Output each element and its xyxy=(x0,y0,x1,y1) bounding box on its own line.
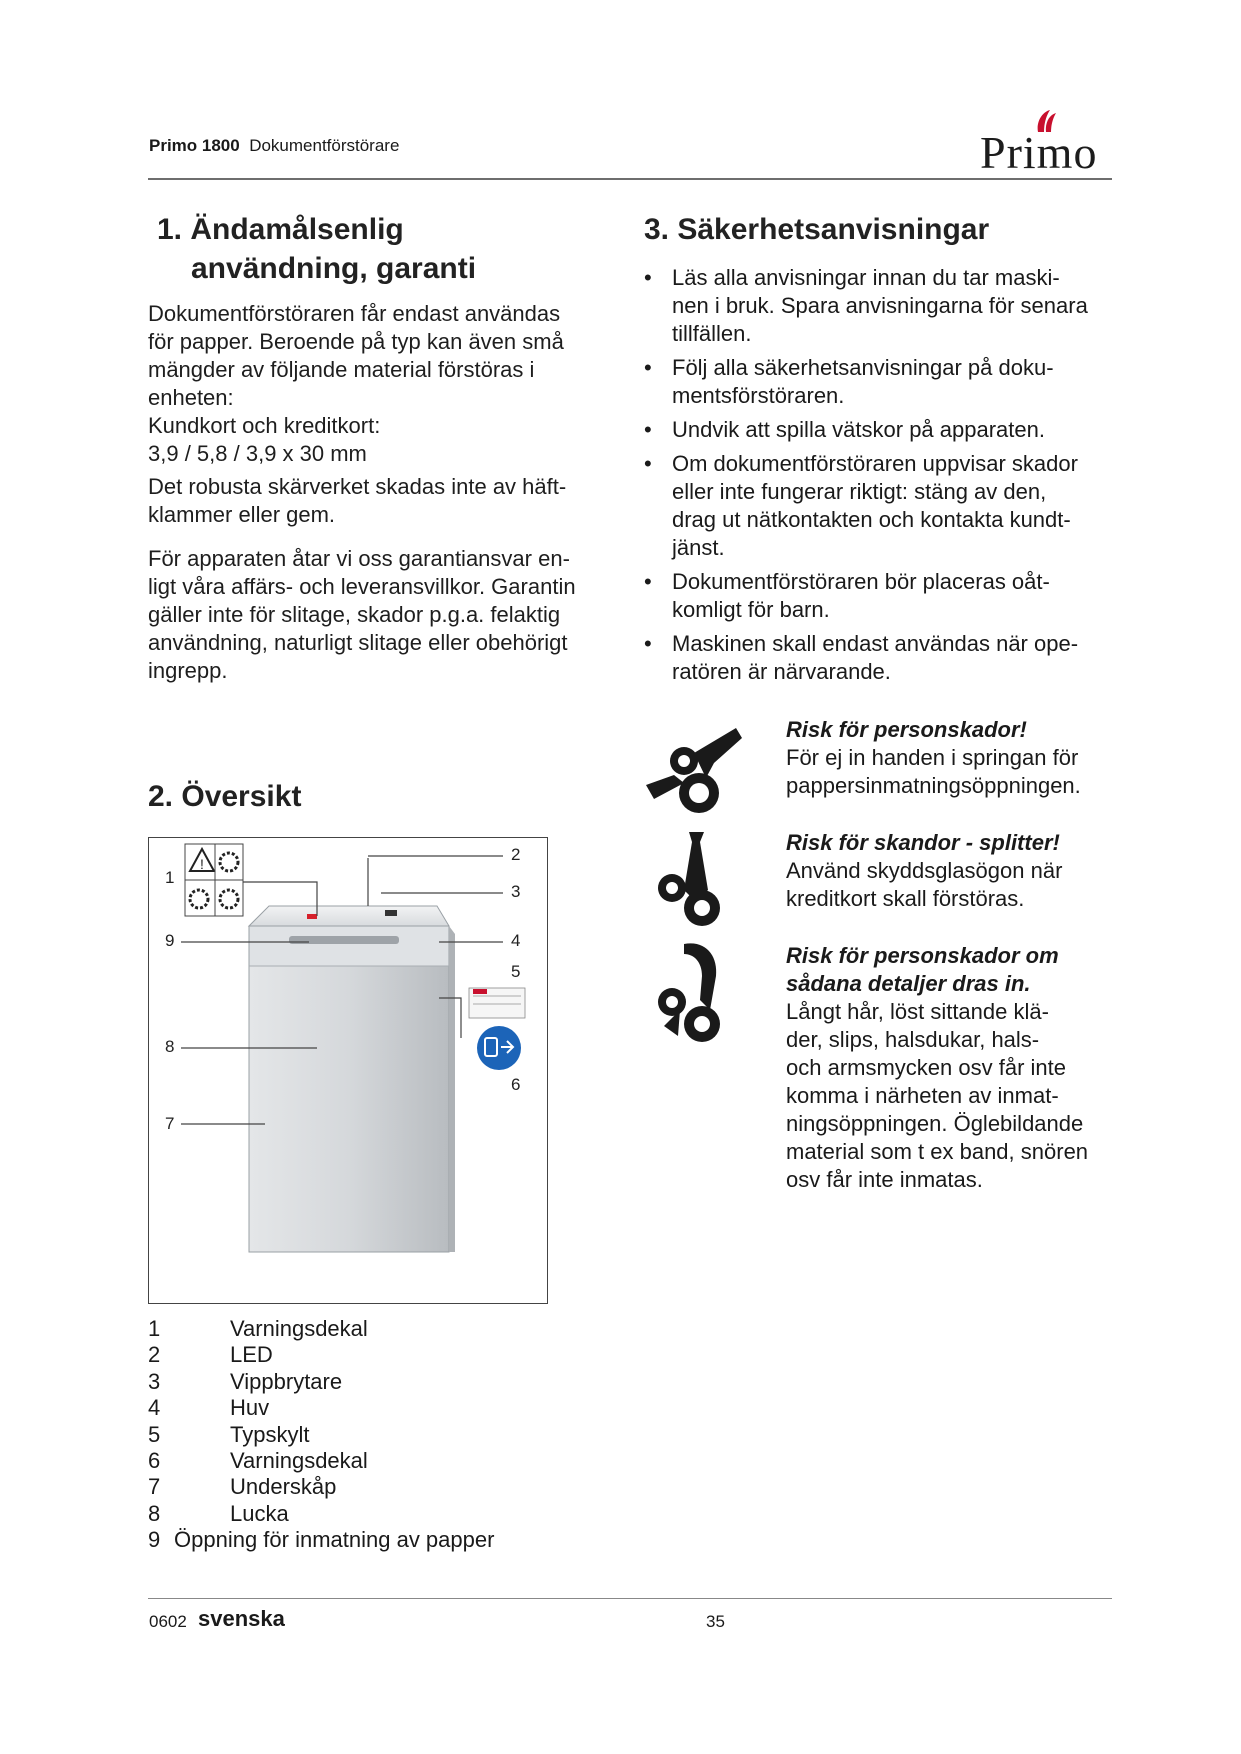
section2-title: 2. Översikt xyxy=(148,780,302,813)
legend-label: Öppning för inmatning av papper xyxy=(174,1527,495,1553)
legend-label: LED xyxy=(230,1342,273,1368)
section1-title-line1: 1. Ändamålsenlig xyxy=(157,213,404,246)
callout-2: 2 xyxy=(511,845,521,864)
hair-gear-icon xyxy=(644,940,744,1050)
s1-p2-l1: Det robusta skärverket skadas inte av häft- xyxy=(148,474,567,499)
shredder-overview-figure xyxy=(148,837,548,1304)
safety-bullet: • Maskinen skall endast användas när ope- ratören är närvarande. xyxy=(644,631,1079,684)
page-number: 35 xyxy=(706,1612,725,1631)
section1-title-line2: användning, garanti xyxy=(191,252,477,285)
legend-label: Varningsdekal xyxy=(230,1316,368,1341)
warning-body-l4: komma i närheten av inmat- xyxy=(786,1083,1059,1108)
s1-p3-l4: användning, naturligt slitage eller obehörigt xyxy=(148,630,568,655)
safety-bullet: • Om dokumentförstöraren uppvisar skador eller inte fungerar riktigt: stäng av den, drag ut nätkontakten och kontakta kundt- jänst. xyxy=(644,451,1078,560)
footer-language: svenska xyxy=(198,1606,285,1631)
warning-heading: Risk för personskador! xyxy=(786,717,1027,742)
product-subtitle: Dokumentförstörare xyxy=(249,136,400,155)
legend-num: 2 xyxy=(148,1342,161,1368)
legend-label: Lucka xyxy=(230,1500,289,1526)
shredder-illustration xyxy=(149,838,547,1303)
legend-label: Typskylt xyxy=(230,1421,310,1447)
legend-num: 5 xyxy=(148,1421,161,1447)
warning-drawn-in xyxy=(786,942,1126,1194)
s1-p3-l5: ingrepp. xyxy=(148,658,228,683)
safety-bullet: • Undvik att spilla vätskor på apparaten. xyxy=(644,417,1045,442)
section1-body xyxy=(148,300,628,685)
warning-heading: Risk för personskador om xyxy=(786,943,1059,968)
warning-body-l2: kreditkort skall förstöras. xyxy=(786,886,1025,911)
logo-text: Primo xyxy=(980,127,1098,178)
s1-p3-l3: gäller inte för slitage, skador p.g.a. felaktig xyxy=(148,602,561,627)
callout-1: 1 xyxy=(165,868,175,887)
overview-legend xyxy=(148,1316,608,1556)
s1-p1-l2: för papper. Beroende på typ kan även små xyxy=(148,329,564,354)
warning-body-l1: Långt hår, löst sittande klä- xyxy=(786,999,1049,1024)
legend-num: 7 xyxy=(148,1474,161,1500)
callout-4: 4 xyxy=(511,931,521,950)
unplug-warning-icon xyxy=(477,1026,521,1070)
warning-body-l7: osv får inte inmatas. xyxy=(786,1167,983,1192)
footer-code: 0602 xyxy=(149,1612,187,1631)
hand-gear-icon xyxy=(644,723,744,823)
warning-sticker-icon xyxy=(185,844,243,916)
safety-bullet: • Läs alla anvisningar innan du tar maski- nen i bruk. Spara anvisningarna för senara tillfällen. xyxy=(644,265,1088,346)
callout-3: 3 xyxy=(511,882,521,901)
warning-body-l1: Använd skyddsglasögon när xyxy=(786,858,1063,883)
callout-6: 6 xyxy=(511,1075,521,1094)
legend-label: Vippbrytare xyxy=(230,1368,343,1394)
primo-logo xyxy=(980,108,1125,178)
legend-label: Underskåp xyxy=(230,1474,337,1500)
section3-title: 3. Säkerhetsanvisningar xyxy=(644,213,990,246)
s1-p1-l6: 3,9 / 5,8 / 3,9 x 30 mm xyxy=(148,441,367,466)
callout-7: 7 xyxy=(165,1114,175,1133)
legend-num: 9 xyxy=(148,1527,161,1553)
footer-divider xyxy=(148,1598,1112,1599)
legend-label: Varningsdekal xyxy=(230,1448,368,1473)
s1-p1-l5: Kundkort och kreditkort: xyxy=(148,413,381,438)
legend-num: 1 xyxy=(148,1316,161,1341)
warning-body-l1: För ej in handen i springan för xyxy=(786,745,1079,770)
warning-splinters xyxy=(786,829,1126,913)
warning-body-l5: ningsöppningen. Öglebildande xyxy=(786,1111,1084,1136)
s1-p1-l4: enheten: xyxy=(148,385,234,410)
safety-bullet-list xyxy=(644,264,1124,692)
warning-body-l6: material som t ex band, snören xyxy=(786,1139,1089,1164)
s1-p1-l3: mängder av följande material förstöras i xyxy=(148,357,535,382)
warning-body-l3: och armsmycken osv får inte xyxy=(786,1055,1066,1080)
header-title xyxy=(149,136,399,156)
s1-p3-l1: För apparaten åtar vi oss garantiansvar en- xyxy=(148,546,570,571)
warning-body-l2: pappersinmatningsöppningen. xyxy=(786,773,1081,798)
safety-bullet: • Dokumentförstöraren bör placeras oåt- komligt för barn. xyxy=(644,569,1050,622)
s1-p1-l1: Dokumentförstöraren får endast användas xyxy=(148,301,561,326)
warning-heading-2: sådana detaljer dras in. xyxy=(786,971,1031,996)
s1-p2-l2: klammer eller gem. xyxy=(148,502,336,527)
section1-title xyxy=(157,210,476,288)
legend-num: 8 xyxy=(148,1500,161,1526)
callout-9: 9 xyxy=(165,931,175,950)
svg-text:!: ! xyxy=(200,856,204,872)
warning-heading: Risk för skandor - splitter! xyxy=(786,830,1060,855)
tie-gear-icon xyxy=(644,830,744,930)
warning-body-l2: der, slips, halsdukar, hals- xyxy=(786,1027,1040,1052)
callout-5: 5 xyxy=(511,962,521,981)
legend-num: 3 xyxy=(148,1368,161,1394)
header-divider xyxy=(148,178,1112,180)
legend-label: Huv xyxy=(230,1395,270,1421)
safety-bullet: • Följ alla säkerhetsanvisningar på doku- mentsförstöraren. xyxy=(644,355,1054,408)
warning-personal-injury xyxy=(786,716,1126,800)
legend-num: 6 xyxy=(148,1448,161,1473)
s1-p3-l2: ligt våra affärs- och leveransvillkor. Garantin xyxy=(148,574,576,599)
product-name: Primo 1800 xyxy=(149,136,240,155)
callout-8: 8 xyxy=(165,1037,175,1056)
legend-num: 4 xyxy=(148,1395,161,1421)
